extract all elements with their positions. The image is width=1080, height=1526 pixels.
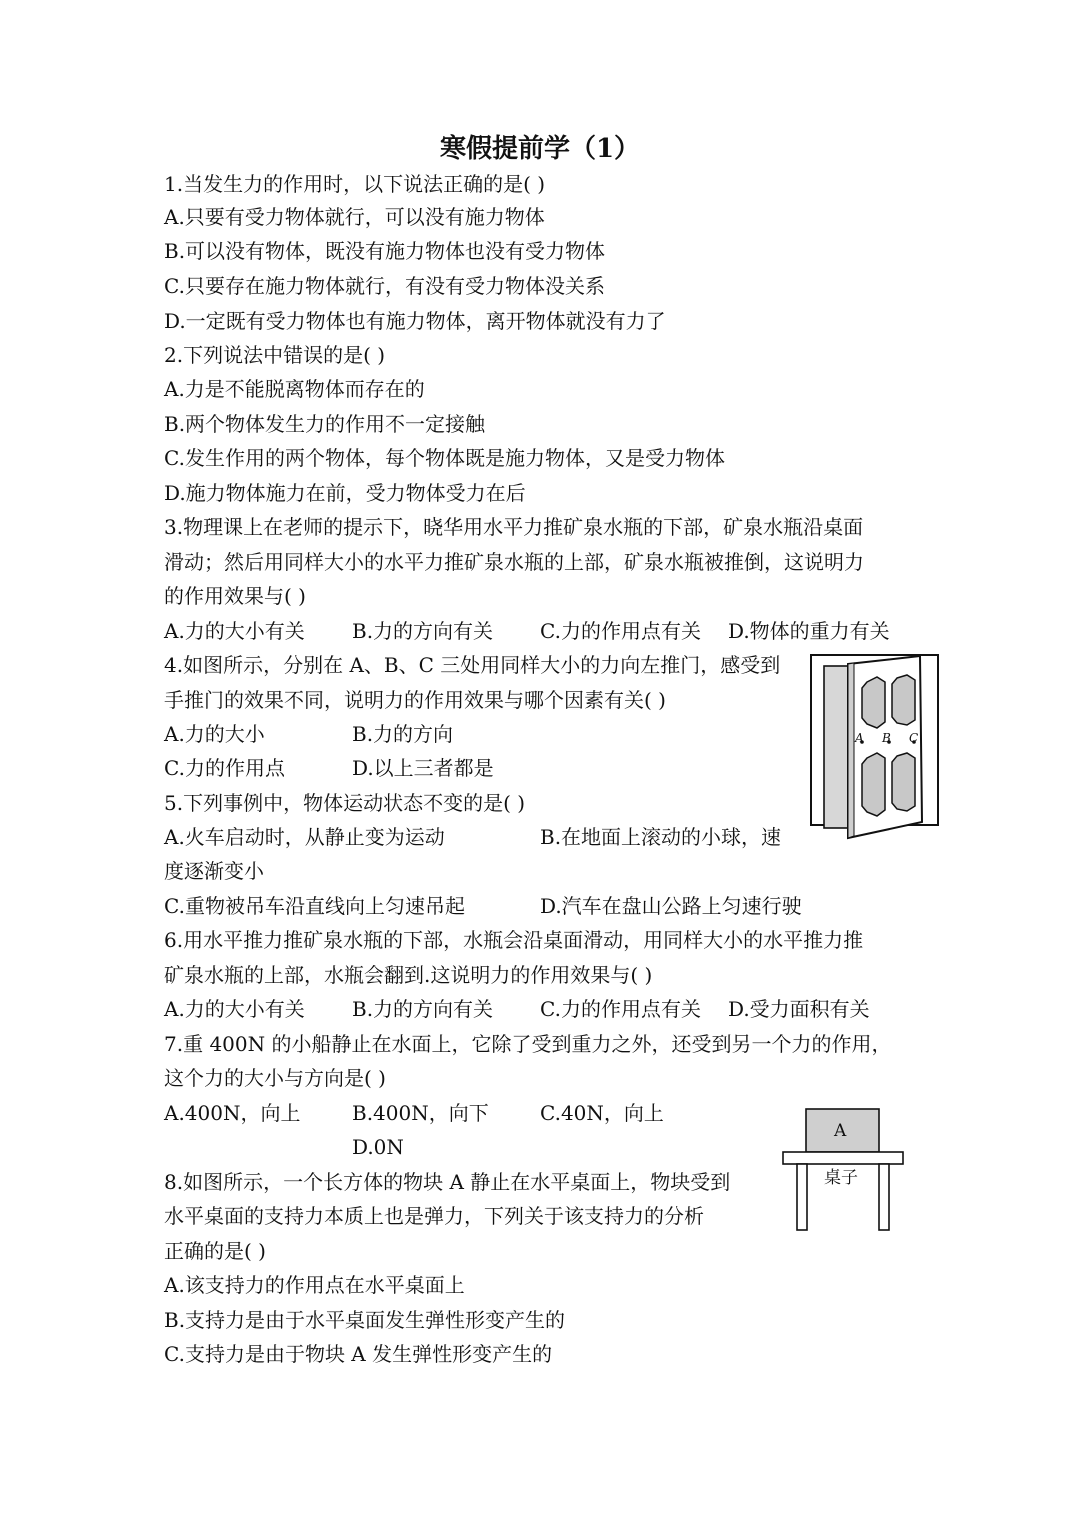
q4-option-b: B.力的方向: [352, 722, 454, 746]
q3-stem-line1: 3.物理课上在老师的提示下，晓华用水平力推矿泉水瓶的下部，矿泉水瓶沿桌面: [164, 515, 864, 539]
q6-option-b: B.力的方向有关: [352, 997, 494, 1021]
q7-option-b: B.400N，向下: [352, 1101, 489, 1125]
door-drawing: [810, 654, 940, 844]
door-point-a-label: A: [855, 731, 864, 745]
q2-option-a: A.力是不能脱离物体而存在的: [164, 377, 425, 401]
q1-stem: 1.当发生力的作用时，以下说法正确的是( ): [164, 172, 546, 196]
q5-option-a: A.火车启动时，从静止变为运动: [164, 825, 445, 849]
q5-stem: 5.下列事例中，物体运动状态不变的是( ): [164, 791, 526, 815]
q7-stem-line2: 这个力的大小与方向是( ): [164, 1066, 386, 1090]
q7-stem-line1: 7.重 400N 的小船静止在水面上，它除了受到重力之外，还受到另一个力的作用，: [164, 1032, 892, 1056]
q6-option-c: C.力的作用点有关: [540, 997, 701, 1021]
q5-option-d: D.汽车在盘山公路上匀速行驶: [540, 894, 802, 918]
q5-option-b-line1: B.在地面上滚动的小球，速: [540, 825, 782, 849]
q2-stem: 2.下列说法中错误的是( ): [164, 343, 386, 367]
block-a-label: A: [834, 1121, 847, 1141]
q6-option-a: A.力的大小有关: [164, 997, 305, 1021]
q1-option-d: D.一定既有受力物体也有施力物体，离开物体就没有力了: [164, 309, 666, 333]
door-point-c-label: C: [909, 731, 919, 745]
q4-option-d: D.以上三者都是: [352, 756, 494, 780]
q7-option-a: A.400N，向上: [164, 1101, 301, 1125]
q3-option-b: B.力的方向有关: [352, 619, 494, 643]
q3-stem-line3: 的作用效果与( ): [164, 584, 306, 608]
q6-stem-line2: 矿泉水瓶的上部，水瓶会翻到.这说明力的作用效果与( ): [164, 963, 653, 987]
q2-option-d: D.施力物体施力在前，受力物体受力在后: [164, 481, 526, 505]
q2-option-b: B.两个物体发生力的作用不一定接触: [164, 412, 486, 436]
q7-option-d: D.0N: [352, 1135, 404, 1159]
q8-option-a: A.该支持力的作用点在水平桌面上: [164, 1273, 465, 1297]
page-title: 寒假提前学（1）: [439, 134, 641, 164]
q4-stem-line2: 手推门的效果不同，说明力的作用效果与哪个因素有关( ): [164, 688, 666, 712]
q3-option-d: D.物体的重力有关: [728, 619, 890, 643]
q3-option-c: C.力的作用点有关: [540, 619, 701, 643]
q4-option-a: A.力的大小: [164, 722, 265, 746]
q2-option-c: C.发生作用的两个物体，每个物体既是施力物体，又是受力物体: [164, 446, 725, 470]
door-point-b-label: B: [882, 731, 891, 745]
q5-option-c: C.重物被吊车沿直线向上匀速吊起: [164, 894, 465, 918]
q3-option-a: A.力的大小有关: [164, 619, 305, 643]
q1-option-a: A.只要有受力物体就行，可以没有施力物体: [164, 205, 545, 229]
q3-stem-line2: 滑动；然后用同样大小的水平力推矿泉水瓶的上部，矿泉水瓶被推倒，这说明力: [164, 550, 864, 574]
table-label: 桌子: [824, 1168, 858, 1188]
q8-option-b: B.支持力是由于水平桌面发生弹性形变产生的: [164, 1308, 566, 1332]
q8-stem-line3: 正确的是( ): [164, 1239, 266, 1263]
q1-option-c: C.只要存在施力物体就行，有没有受力物体没关系: [164, 274, 605, 298]
q6-stem-line1: 6.用水平推力推矿泉水瓶的下部，水瓶会沿桌面滑动，用同样大小的水平推力推: [164, 928, 864, 952]
q4-option-c: C.力的作用点: [164, 756, 285, 780]
q4-stem-line1: 4.如图所示，分别在 A、B、C 三处用同样大小的力向左推门，感受到: [164, 653, 781, 677]
table-block-figure: [780, 1106, 906, 1234]
q8-stem-line2: 水平桌面的支持力本质上也是弹力，下列关于该支持力的分析: [164, 1204, 704, 1228]
q8-stem-line1: 8.如图所示，一个长方体的物块 A 静止在水平桌面上，物块受到: [164, 1170, 731, 1194]
q8-option-c: C.支持力是由于物块 A 发生弹性形变产生的: [164, 1342, 553, 1366]
door-figure: [810, 654, 940, 844]
q7-option-c: C.40N，向上: [540, 1101, 664, 1125]
q6-option-d: D.受力面积有关: [728, 997, 870, 1021]
q1-option-b: B.可以没有物体，既没有施力物体也没有受力物体: [164, 239, 606, 263]
q5-option-b-line2: 度逐渐变小: [164, 859, 264, 883]
